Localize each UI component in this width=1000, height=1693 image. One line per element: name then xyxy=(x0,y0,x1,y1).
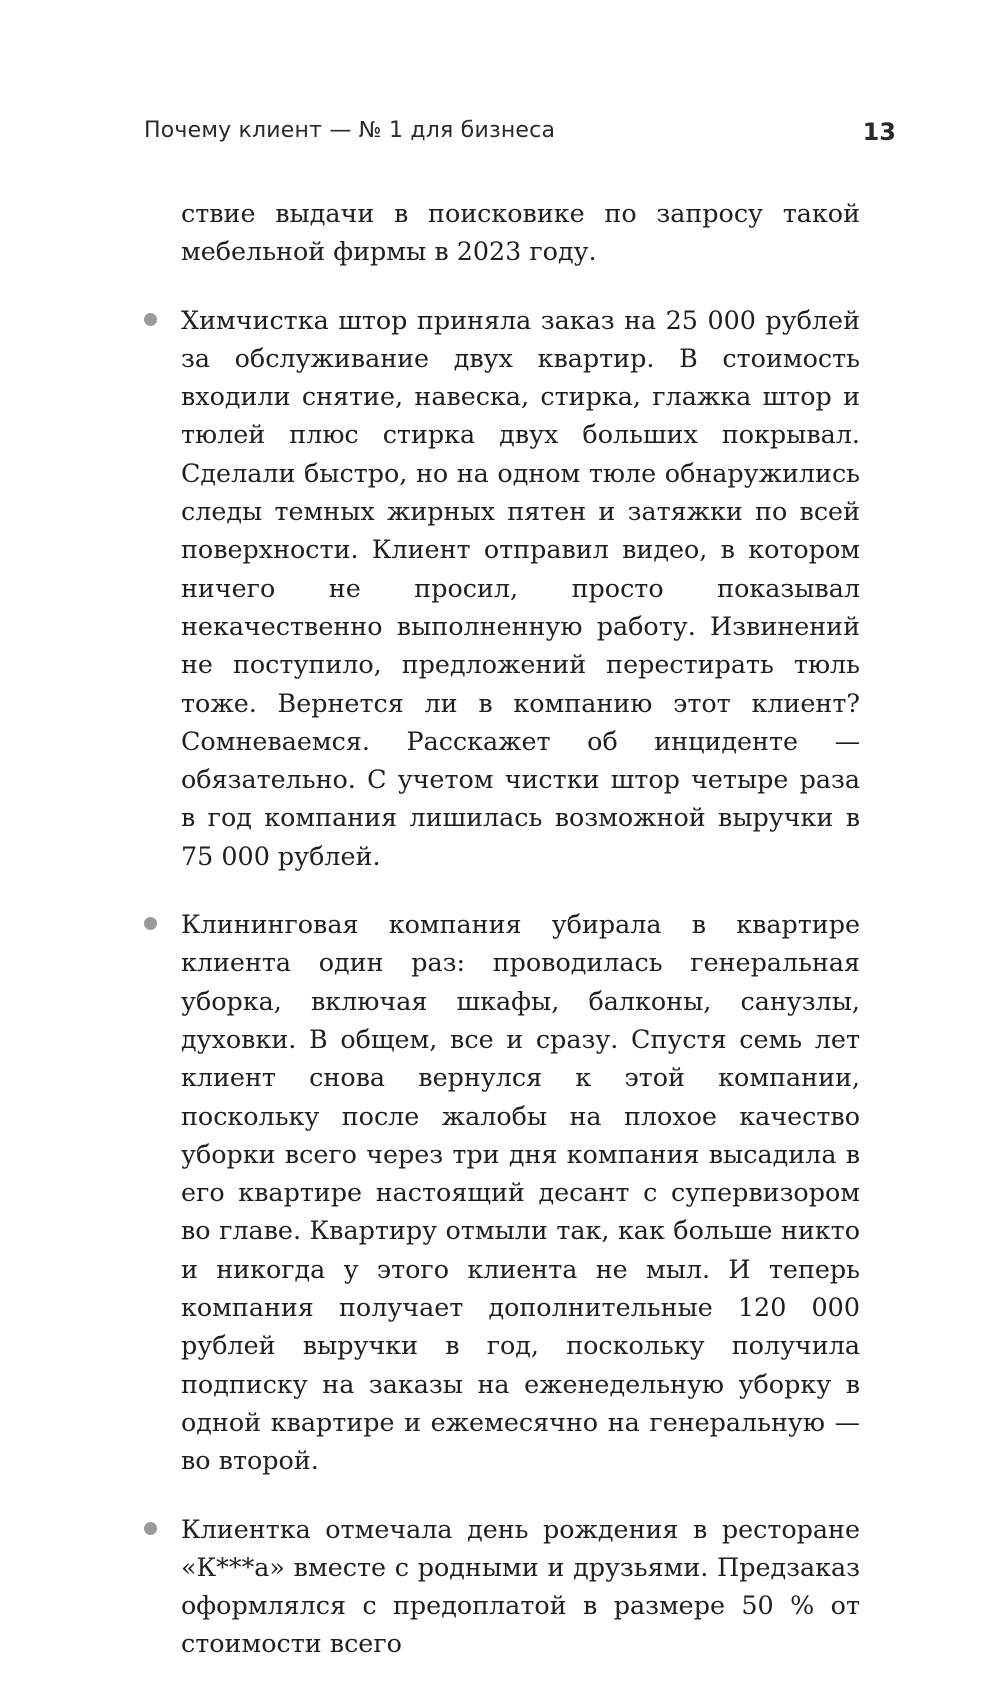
bullet-text: Химчистка штор приняла заказ на 25 000 рублей за обслуживание двух квартир. В стоимость входили снятие, навеска, стирка, глажка штор и тюлей плюс стирка двух больших покрывал. Сделали быстро, но на одном тюле обнаружились следы темных жирных пятен и затяжки по всей поверхности. Клиент отправил видео, в котором ничего не просил, просто показывал некачественно выполненную работу. Извинений не поступило, предложений перестирать тюль тоже. Вернется ли в компанию этот клиент? Сомневаемся. Расскажет об инциденте — обязательно. С учетом чистки штор четыре раза в год компания лишилась возможной выручки в 75 000 рублей. xyxy=(181,304,860,871)
running-head xyxy=(144,118,896,152)
bullet-dot-icon xyxy=(144,313,157,326)
bullet-dot-icon xyxy=(144,1522,157,1535)
running-title: Почему клиент — № 1 для бизнеса xyxy=(144,118,556,143)
bullet-item-restaurant xyxy=(181,1510,860,1663)
bullet-text: Клиентка отмечала день рождения в ресторане «К***а» вместе с родными и друзьями. Предзаказ оформлялся с предоплатой в размере 50 % от стоимости всего xyxy=(181,1513,860,1659)
page-number: 13 xyxy=(862,118,896,146)
bullet-text: Клининговая компания убирала в квартире клиента один раз: проводилась генеральная уборка, включая шкафы, балконы, санузлы, духовки. В общем, все и сразу. Спустя семь лет клиент снова вернулся к этой компании, поскольку после жалобы на плохое качество уборки всего через три дня компания высадила в его квартире настоящий десант с супервизором во главе. Квартиру отмыли так, как больше никто и никогда у этого клиента не мыл. И теперь компания получает дополнительные 120 000 рублей выручки в год, поскольку получила подписку на заказы на еженедельную уборку в одной квартире и ежемесячно на генеральную — во второй. xyxy=(181,909,860,1476)
bullet-item-dry-cleaning xyxy=(181,301,860,875)
bullet-dot-icon xyxy=(144,917,157,930)
continuation-paragraph: ствие выдачи в поисковике по запросу такой мебельной фирмы в 2023 году. xyxy=(181,198,860,267)
body-text xyxy=(144,194,860,1693)
bullet-item-cleaning-company xyxy=(181,905,860,1479)
